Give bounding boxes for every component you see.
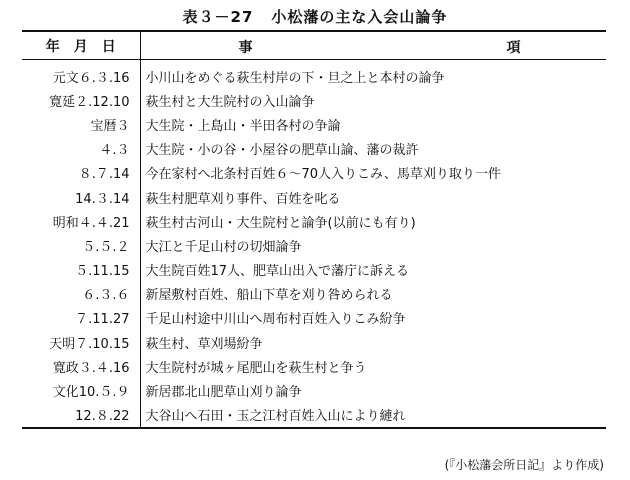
row-event: 千足山村途中川山へ周布村百姓入りこみ紛争 — [145, 312, 406, 328]
table-row — [22, 60, 606, 89]
table-caption — [0, 6, 630, 27]
table-row — [22, 330, 606, 354]
row-date: ５.11.15 — [22, 258, 140, 282]
row-date: ４.３ — [22, 137, 140, 161]
table-row — [22, 403, 606, 428]
row-date: 文化10.５.９ — [22, 378, 140, 402]
row-date: 寛政３.４.16 — [22, 354, 140, 378]
table-row — [22, 185, 606, 209]
row-event: 大生院百姓17人、肥草山出入で藩庁に訴える — [145, 264, 410, 280]
row-date: ８.７.14 — [22, 161, 140, 185]
row-event: 萩生村肥草刈り事件、百姓を叱る — [145, 191, 341, 207]
table-row — [22, 137, 606, 161]
table-row — [22, 378, 606, 402]
row-date: 14.３.14 — [22, 185, 140, 209]
row-date: ７.11.27 — [22, 306, 140, 330]
row-date: ６.３.６ — [22, 282, 140, 306]
row-date: ５.５.２ — [22, 233, 140, 257]
column-header-date: 年 月 日 — [22, 31, 140, 60]
row-date: 元文６.３.16 — [22, 60, 140, 89]
table-row — [22, 209, 606, 233]
row-event: 大江と千足山村の切畑論争 — [145, 239, 302, 255]
table-body — [22, 60, 606, 428]
row-event: 大生院村が城ヶ尾肥山を萩生村と争う — [145, 360, 367, 376]
row-event: 新居郡北山肥草山刈り論争 — [145, 385, 302, 401]
table-row — [22, 354, 606, 378]
row-date: 寛延２.12.10 — [22, 88, 140, 112]
table-row — [22, 233, 606, 257]
row-date: 天明７.10.15 — [22, 330, 140, 354]
row-event: 大谷山へ石田・玉之江村百姓入山により縺れ — [145, 409, 406, 425]
column-header-event-left: 事 — [238, 40, 253, 56]
table-row — [22, 112, 606, 136]
column-header-event-right: 項 — [506, 40, 521, 56]
table-row — [22, 306, 606, 330]
row-event: 萩生村と大生院村の入山論争 — [145, 94, 315, 110]
row-date: 12.８.22 — [22, 403, 140, 428]
row-event: 萩生村、草刈場紛争 — [145, 336, 263, 352]
disputes-table — [22, 30, 606, 429]
table-header-row — [22, 31, 606, 60]
column-header-event — [140, 31, 606, 60]
row-event: 小川山をめぐる萩生村岸の下・旦之上と本村の論争 — [145, 70, 445, 86]
table-row — [22, 282, 606, 306]
table-row — [22, 88, 606, 112]
source-note: (『小松藩会所日記』より作成) — [444, 458, 604, 472]
row-event: 萩生村古河山・大生院村と論争(以前にも有り) — [145, 215, 416, 231]
table-title: 小松藩の主な入会山論争 — [271, 8, 448, 26]
table-row — [22, 258, 606, 282]
row-event: 新屋敷村百姓、船山下草を刈り咎められる — [145, 288, 393, 304]
row-event: 大生院・小の谷・小屋谷の肥草山論、藩の裁許 — [145, 143, 419, 159]
table-row — [22, 161, 606, 185]
row-event: 大生院・上島山・半田各村の争論 — [145, 118, 341, 134]
row-event: 今在家村へ北条村百姓６～70人入りこみ、馬草刈り取り一件 — [145, 167, 501, 183]
row-date: 宝暦３ — [22, 112, 140, 136]
row-date: 明和４.４.21 — [22, 209, 140, 233]
table-number: 表３－27 — [182, 8, 254, 26]
